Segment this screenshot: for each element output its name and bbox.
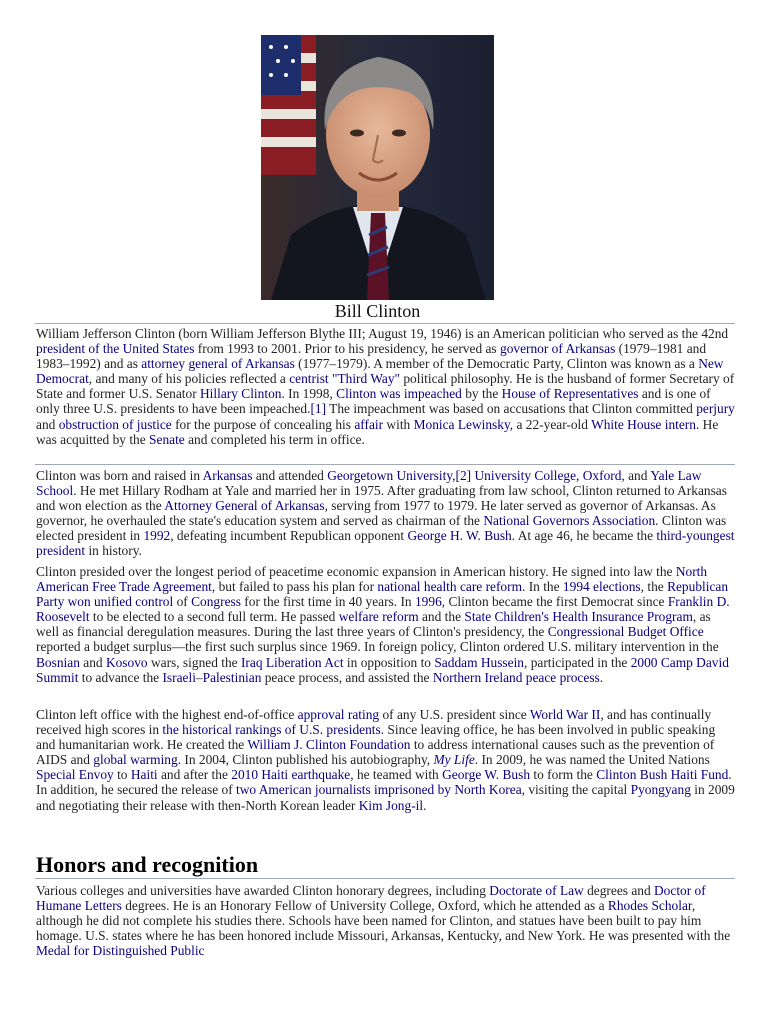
text-run: wars, signed the <box>147 654 241 670</box>
text-run: and completed his term in office. <box>184 431 365 447</box>
text-run: Various colleges and universities have awarded Clinton honorary degrees, including <box>36 883 490 898</box>
link-obstruction-of-justice[interactable]: obstruction of justice <box>58 416 172 432</box>
text-run: from 1993 to 2001. Prior to his presidency, he served as <box>194 341 500 357</box>
text-run: and is one of only three U.S. presidents to have been impeached. <box>36 386 711 417</box>
text-run: . Since leaving office, he has been involved in public speaking and humanitarian work. He created the <box>36 722 716 753</box>
text-run: , and many of his policies reflected a <box>88 371 290 387</box>
text-run: . He met Hillary Rodham at Yale and married her in 1975. After graduating from law school, Clinton returned to Arkansas and won election as the <box>36 483 727 514</box>
text-run: peace process, and assisted the <box>261 669 433 685</box>
link-affair[interactable]: affair <box>354 416 384 432</box>
link-monica-lewinsky[interactable]: Monica Lewinsky <box>413 416 510 432</box>
link-hillary-clinton[interactable]: Hillary Clinton <box>200 386 282 402</box>
text-run: , <box>452 468 456 483</box>
link-congress[interactable]: Congress <box>191 594 241 610</box>
section-heading-honors: Honors and recognition <box>36 852 259 877</box>
text-run: , and has continually received high scores in <box>36 707 712 738</box>
link-yale-law-school[interactable]: Yale Law School <box>36 468 702 499</box>
text-run: , Clinton became the first Democrat since <box>441 594 668 610</box>
italic-title: My Life <box>433 752 475 768</box>
divider <box>35 878 735 879</box>
text-run: and the <box>418 609 465 625</box>
text-run: of <box>173 594 192 610</box>
text-run: political philosophy. He is the husband of former Secretary of State and former U.S. Senator <box>36 371 735 402</box>
link-new-democrat[interactable]: New Democrat <box>36 356 724 387</box>
text-run: and attended <box>252 468 328 483</box>
text-run: . In 1998, <box>281 386 337 402</box>
link-perjury[interactable]: perjury <box>696 401 735 417</box>
honors-paragraph <box>36 883 736 958</box>
link-governor-of-arkansas[interactable]: governor of Arkansas <box>500 341 616 357</box>
link-clinton-was-impeached[interactable]: Clinton was impeached <box>336 386 462 402</box>
text-run: of any U.S. president since <box>379 707 530 722</box>
text-run: by the <box>461 386 502 402</box>
link-george-h-w-bush[interactable]: George H. W. Bush <box>407 528 512 544</box>
link-congressional-budget-office[interactable]: Congressional Budget Office <box>547 624 704 640</box>
text-run: The impeachment was based on accusations that Clinton committed <box>326 401 697 417</box>
portrait-photo <box>261 35 494 300</box>
text-run: reported a budget surplus—the first such surplus since 1969. In foreign policy, Clinton ordered U.S. military intervention in the <box>36 639 719 655</box>
text-run: – <box>195 669 203 685</box>
intro-paragraph <box>36 326 736 447</box>
text-run: . In the <box>522 579 563 595</box>
link-third-youngest-president[interactable]: third-youngest president <box>36 528 735 559</box>
text-run: , visiting the capital <box>521 782 631 798</box>
post-presidency-paragraph <box>36 707 736 813</box>
text-run: , the <box>640 579 668 595</box>
divider <box>35 464 735 465</box>
text-run: . He was acquitted by the <box>36 416 719 447</box>
early-life-paragraph <box>36 468 736 559</box>
text-run: , defeating incumbent Republican opponent <box>170 528 408 544</box>
link-global-warming[interactable]: global warming <box>93 752 178 768</box>
text-run: , participated in the <box>524 654 631 670</box>
link-1996[interactable]: 1996 <box>414 594 442 610</box>
link-2[interactable]: [2] <box>455 468 472 483</box>
link-george-w-bush[interactable]: George W. Bush <box>442 767 531 783</box>
text-run: . At age 46, he became the <box>511 528 657 544</box>
link-northern-ireland-peace-process[interactable]: Northern Ireland peace process <box>432 669 600 685</box>
link-rhodes-scholar[interactable]: Rhodes Scholar <box>607 898 692 914</box>
text-run: , and <box>621 468 651 483</box>
text-run: for the purpose of concealing his <box>171 416 355 432</box>
text-run: for the first time in 40 years. In <box>240 594 415 610</box>
link-house-of-representatives[interactable]: House of Representatives <box>501 386 639 402</box>
text-run: in history. <box>85 543 142 559</box>
text-run: degrees and <box>583 883 655 898</box>
link-attorney-general-of-arkansas[interactable]: Attorney General of Arkansas <box>164 498 325 514</box>
text-run: degrees. He is an Honorary Fellow of University College, Oxford, which he attended as a <box>121 898 608 914</box>
link-national-governors-association[interactable]: National Governors Association <box>483 513 656 529</box>
text-run: to be elected to a second full term. He passed <box>89 609 339 625</box>
link-medal-for-distinguished-public[interactable]: Medal for Distinguished Public <box>36 943 205 959</box>
link-republican-party-won-unified-control[interactable]: Republican Party won unified control <box>36 579 729 610</box>
link-approval-rating[interactable]: approval rating <box>297 707 380 722</box>
link-white-house-intern[interactable]: White House intern <box>591 416 696 432</box>
link-state-children-s-health-insurance-program[interactable]: State Children's Health Insurance Program <box>464 609 693 625</box>
text-run: . <box>599 669 604 685</box>
text-run: , serving from 1977 to 1979. He later served as governor of Arkansas. As governor, he overhauled the state's education system and served as chairman of the <box>36 498 716 529</box>
text-run: , he teamed with <box>350 767 443 783</box>
link-william-j-clinton-foundation[interactable]: William J. Clinton Foundation <box>247 737 411 753</box>
text-run: Clinton was born and raised in <box>36 468 203 483</box>
text-run: William Jefferson Clinton (born William Jefferson Blythe III; August 19, 1946) is an American politician who served as the 42nd <box>36 326 729 341</box>
text-run: , although he did not complete his studies there. Schools have been named for Clinton, and statues have been built to pay him homage. U.S. states where he has been honored include Missouri, Arkansas, Kentucky, and New York. He was presented with the <box>36 898 731 944</box>
link-clinton-bush-haiti-fund[interactable]: Clinton Bush Haiti Fund <box>596 767 729 783</box>
text-run: and <box>79 654 106 670</box>
link-arkansas[interactable]: Arkansas <box>202 468 253 483</box>
link-doctorate-of-law[interactable]: Doctorate of Law <box>489 883 584 898</box>
text-run: . <box>423 797 427 813</box>
link-president-of-the-united-states[interactable]: president of the United States <box>36 341 195 357</box>
link-pyongyang[interactable]: Pyongyang <box>630 782 691 798</box>
text-run: with <box>383 416 414 432</box>
link-1992[interactable]: 1992 <box>143 528 171 544</box>
link-2010-haiti-earthquake[interactable]: 2010 Haiti earthquake <box>231 767 351 783</box>
text-run: . Clinton was elected president in <box>36 513 727 544</box>
link-palestinian[interactable]: Palestinian <box>202 669 262 685</box>
text-run: to form the <box>530 767 597 783</box>
text-run: . In 2004, Clinton published his autobiography, <box>177 752 434 768</box>
link-haiti[interactable]: Haiti <box>130 767 158 783</box>
text-run: Clinton presided over the longest period of peacetime economic expansion in American history. He signed into law the <box>36 564 676 579</box>
link-2000-camp-david-summit[interactable]: 2000 Camp David Summit <box>36 654 729 685</box>
link-senate[interactable]: Senate <box>149 431 185 447</box>
portrait-caption: Bill Clinton <box>334 301 421 321</box>
link-welfare-reform[interactable]: welfare reform <box>338 609 419 625</box>
divider <box>35 323 735 324</box>
text-run: to advance the <box>78 669 163 685</box>
text-run: and after the <box>157 767 232 783</box>
text-run: , but failed to pass his plan for <box>211 579 378 595</box>
link-franklin-d-roosevelt[interactable]: Franklin D. Roosevelt <box>36 594 730 625</box>
text-run: (1979–1981 and 1983–1992) and as <box>36 341 707 372</box>
text-run: in opposition to <box>343 654 435 670</box>
text-run: in 2009 and negotiating their release with then-North Korean leader <box>36 782 735 813</box>
text-run: (1977–1979). A member of the Democratic Party, Clinton was known as a <box>294 356 699 372</box>
link-kim-jong-il[interactable]: Kim Jong-il <box>358 797 424 813</box>
presidency-paragraph <box>36 564 736 685</box>
link-my-life[interactable] <box>433 752 474 767</box>
link-special-envoy[interactable]: Special Envoy <box>36 767 114 783</box>
link-doctor-of-humane-letters[interactable]: Doctor of Humane Letters <box>36 883 706 914</box>
link-centrist[interactable]: centrist <box>289 371 329 387</box>
text-run: to <box>113 767 131 783</box>
text-run: , as well as financial deregulation measures. During the last three years of Clinton's presidency, the <box>36 609 711 640</box>
link-the-historical-rankings-of-u-s-presidents[interactable]: the historical rankings of U.S. presidents <box>162 722 381 738</box>
link-1[interactable]: [1] <box>310 401 327 417</box>
link-israeli[interactable]: Israeli <box>162 669 196 685</box>
link-iraq-liberation-act[interactable]: Iraq Liberation Act <box>240 654 344 670</box>
link-kosovo[interactable]: Kosovo <box>105 654 148 670</box>
link-two-american-journalists-imprisoned-by-north-korea[interactable]: two American journalists imprisoned by North Korea <box>236 782 522 798</box>
link-1994-elections[interactable]: 1994 elections <box>562 579 641 595</box>
link-world-war-ii[interactable]: World War II <box>529 707 601 722</box>
link-national-health-care-reform[interactable]: national health care reform <box>377 579 523 595</box>
text-run: to address international causes such as the prevention of AIDS and <box>36 737 715 768</box>
link-north-american-free-trade-agreement[interactable]: North American Free Trade Agreement <box>36 564 708 595</box>
text-run: , a 22-year-old <box>509 416 592 432</box>
text-run: . In addition, he secured the release of <box>36 767 732 798</box>
link-third-way[interactable]: "Third Way" <box>332 371 400 387</box>
link-bosnian[interactable]: Bosnian <box>36 654 80 670</box>
link-georgetown-university[interactable]: Georgetown University <box>327 468 453 483</box>
text-run: and <box>36 416 59 432</box>
text-run: . In 2009, he was named the United Nations <box>474 752 710 768</box>
link-saddam-hussein[interactable]: Saddam Hussein <box>434 654 524 670</box>
link-attorney-general-of-arkansas[interactable]: attorney general of Arkansas <box>141 356 295 372</box>
link-university-college-oxford[interactable]: University College, Oxford <box>474 468 622 483</box>
text-run: Clinton left office with the highest end-of-office <box>36 707 298 722</box>
